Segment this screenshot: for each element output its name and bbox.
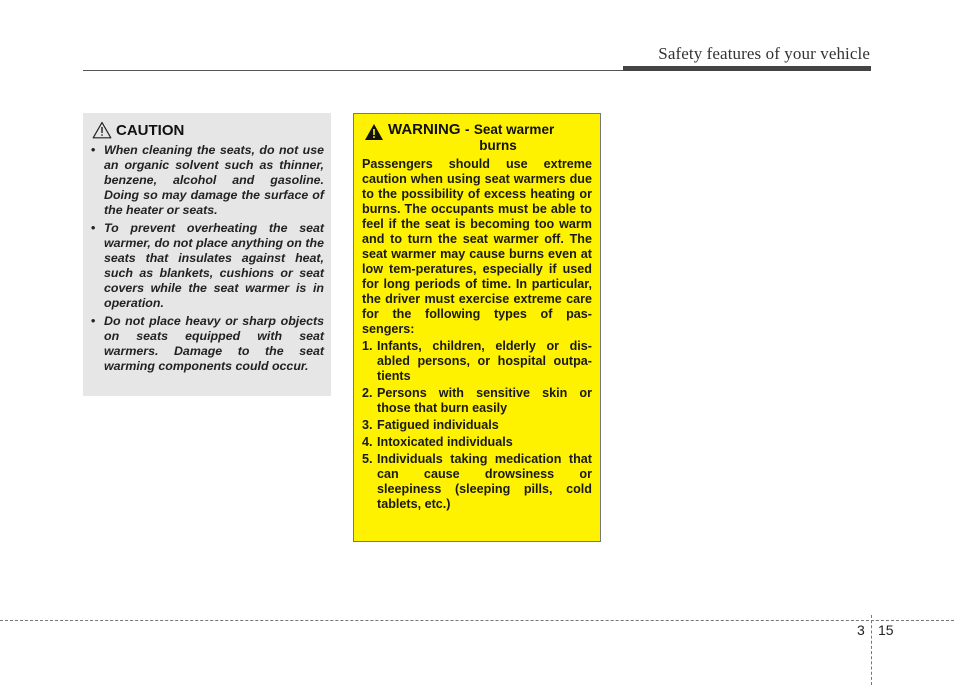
list-number: 3. [362,418,373,432]
warning-body: Passengers should use extreme caution when using seat warmers due to the possibility of excess heating or burns. The occupants must be able to feel if the seat is becoming too warm and to turn the seat warmer off. The seat warmer may cause burns even at low tem-peratures, especially if used for long periods of time. In particular, the driver must exercise extreme care for the following types of pas-sengers: [362,157,592,336]
warning-separator: - [464,122,470,137]
caution-item: • Do not place heavy or sharp objects on seats equipped with seat warmers. Damage to the seat warming components could occur. [91,314,324,374]
list-text: Individuals taking medication that can cause drowsiness or sleepiness (sleeping pills, cold tablets, etc.) [377,452,592,511]
warning-subtitle-continued: burns [479,138,517,153]
caution-item: • When cleaning the seats, do not use an organic solvent such as thinner, benzene, alcohol and gasoline. Doing so may damage the surface of the heater or seats. [91,143,324,218]
list-number: 5. [362,452,373,466]
section-title: Safety features of your vehicle [658,44,870,63]
caution-box [83,113,331,396]
list-number: 4. [362,435,373,449]
warning-list-item [362,339,592,384]
caution-list [91,143,324,374]
warning-list [362,339,592,512]
list-number: 2. [362,386,373,400]
warning-list-item [362,435,592,450]
list-text: Persons with sensitive skin or those that burn easily [377,386,592,415]
warning-list-item [362,452,592,512]
warning-list-item [362,386,592,416]
caution-title: CAUTION [116,121,185,139]
warning-box [353,113,601,542]
footer-divider [0,620,954,621]
page-number: 15 [878,622,894,638]
chapter-number: 3 [857,622,865,638]
warning-triangle-outline-icon [92,121,112,139]
page-number-divider [871,615,872,685]
warning-list-item [362,418,592,433]
warning-title: WARNING [388,121,461,138]
header-accent-bar [623,66,871,71]
warning-triangle-filled-icon [364,123,384,141]
warning-header [362,122,592,154]
list-number: 1. [362,339,373,353]
caution-header [91,121,324,139]
list-text: Intoxicated individuals [377,435,513,449]
caution-item: • To prevent overheating the seat warmer, do not place anything on the seats that insulates against heat, such as blankets, cushions or seat covers while the seat warmer is in operation. [91,221,324,311]
list-text: Fatigued individuals [377,418,499,432]
warning-subtitle: Seat warmer [473,122,555,137]
list-text: Infants, children, elderly or dis-abled persons, or hospital outpa-tients [377,339,592,383]
